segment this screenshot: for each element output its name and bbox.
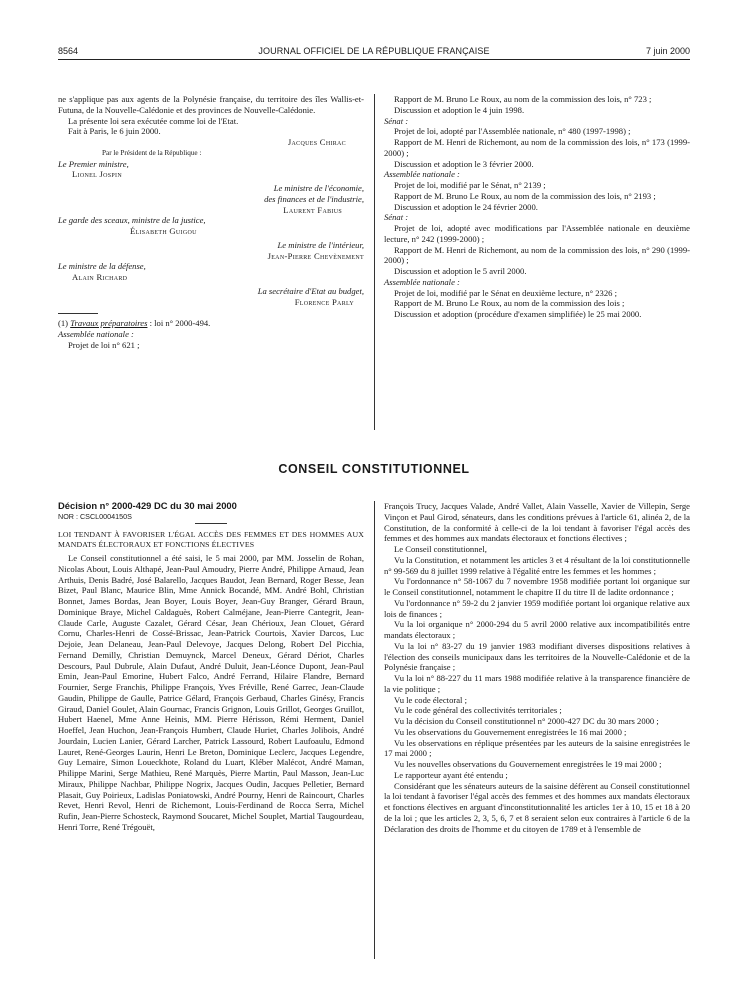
- history-item: Discussion et adoption le 3 février 2000.: [394, 158, 534, 169]
- visa-item: Vu l'ordonnance n° 58-1067 du 7 novembre 1958 modifiée portant loi organique sur le Conseil constitutionnel, notamment le chapitre II du titre II de ladite ordonnance ;: [384, 576, 690, 597]
- history-item: Projet de loi, adopté avec modifications par l'Assemblée nationale en deuxième lecture, n° 242 (1999-2000) ;: [384, 223, 690, 244]
- visa-item: Vu la loi n° 83-27 du 19 janvier 1983 modifiant diverses dispositions relatives à l'élection des conseils municipaux dans les territoires de la Nouvelle-Calédonie et de la Polynésie française ;: [384, 640, 690, 673]
- chamber-label: Sénat :: [384, 115, 409, 126]
- header-rule: [58, 59, 690, 60]
- footnote-text: : loi n° 2000-494.: [147, 318, 211, 329]
- history-item: Rapport de M. Henri de Richemont, au nom de la commission des lois, n° 173 (1999-2000) ;: [384, 137, 690, 158]
- footnote-link: Travaux préparatoires: [70, 318, 148, 329]
- president-signature: Jacques Chirac: [287, 137, 346, 147]
- nor-reference: NOR : CSCL0004150S: [58, 511, 132, 521]
- visas-column: [384, 501, 690, 834]
- visa-item: Vu la loi organique n° 2000-294 du 5 avril 2000 relative aux incompatibilités entre mandats électoraux ;: [384, 619, 690, 640]
- visa-item: Vu les observations en réplique présentées par les auteurs de la saisine enregistrées le 17 mai 2000 ;: [384, 737, 690, 759]
- top-right-column: [384, 94, 690, 320]
- budget-secretary-title: La secrétaire d'Etat au budget,: [257, 285, 364, 296]
- defense-minister-name: Alain Richard: [72, 272, 128, 282]
- visa-item: Vu la Constitution, et notamment les articles 3 et 4 résultant de la loi constitutionnelle n° 99-569 du 8 juillet 1999 relative à l'égalité entre les femmes et les hommes ;: [384, 554, 690, 576]
- history-item: Discussion et adoption le 5 avril 2000.: [394, 266, 527, 276]
- interior-minister-name: Jean-Pierre Chevènement: [267, 250, 364, 261]
- history-item: Projet de loi, modifié par le Sénat, n° 2139 ;: [394, 180, 546, 190]
- top-left-column: [58, 94, 364, 351]
- economy-minister-title-2: des finances et de l'industrie,: [264, 193, 364, 204]
- economy-minister-title-1: Le ministre de l'économie,: [273, 183, 364, 193]
- council-heading: Le Conseil constitutionnel,: [394, 544, 487, 554]
- history-item: Discussion et adoption (procédure d'examen simplifiée) le 25 mai 2000.: [394, 309, 642, 319]
- projet-loi-item: Projet de loi n° 621 ;: [68, 339, 140, 350]
- decision-column: [58, 501, 364, 833]
- execution-clause: La présente loi sera exécutée comme loi de l'Etat.: [68, 115, 239, 126]
- footnote-rule: [58, 313, 98, 314]
- visa-item: Vu l'ordonnance n° 59-2 du 2 janvier 1959 modifiée portant loi organique relative aux lois de finances ;: [384, 597, 690, 619]
- issue-date: 7 juin 2000: [645, 46, 690, 56]
- chamber-label: Assemblée nationale :: [384, 169, 460, 180]
- budget-secretary-name: Florence Parly: [294, 296, 354, 307]
- chamber-label: Assemblée nationale :: [384, 276, 460, 287]
- law-closing-paragraph: ne s'applique pas aux agents de la Polynésie française, du territoire des îles Wallis-et-Futuna, de la Nouvelle-Calédonie et des provinces de Nouvelle-Calédonie.: [58, 94, 364, 115]
- bottom-column-divider: [374, 501, 375, 959]
- section-title: CONSEIL CONSTITUTIONNEL: [278, 462, 470, 476]
- considerant-paragraph: Considérant que les sénateurs auteurs de la saisine défèrent au Conseil constitutionnel la loi tendant à favoriser l'égal accès des femmes et des hommes aux mandats électoraux et fonctions électives en arguant d'inconstitutionnalité les articles 1er à 10, 15 et 18 à 20 de la loi ; que les articles 2, 3, 5, 6, 7 et 8 seraient selon eux contraires à l'article 6 de la Déclaration des droits de l'homme et du citoyen de 1789 et à l'ensemble de: [384, 780, 690, 834]
- history-item: Discussion et adoption le 24 février 2000.: [394, 201, 538, 212]
- rapporteur-line: Le rapporteur ayant été entendu ;: [394, 769, 508, 780]
- history-item: Projet de loi, adopté par l'Assemblée nationale, n° 480 (1997-1998) ;: [394, 126, 631, 137]
- journal-title: JOURNAL OFFICIEL DE LA RÉPUBLIQUE FRANÇAISE: [258, 46, 490, 56]
- history-item: Rapport de M. Bruno Le Roux, au nom de la commission des lois ;: [394, 298, 625, 309]
- prime-minister-title: Le Premier ministre,: [58, 158, 129, 169]
- visa-item: Vu les observations du Gouvernement enregistrées le 16 mai 2000 ;: [394, 726, 627, 737]
- history-item: Rapport de M. Bruno Le Roux, au nom de la commission des lois, n° 723 ;: [394, 94, 652, 104]
- footnote-number: (1): [58, 318, 69, 329]
- history-item: Rapport de M. Henri de Richemont, au nom de la commission des lois, n° 290 (1999-2000) ;: [384, 244, 690, 266]
- justice-minister-title: Le garde des sceaux, ministre de la justice,: [58, 215, 206, 226]
- top-column-divider: [374, 94, 375, 430]
- chamber-label: Sénat :: [384, 212, 409, 223]
- interior-minister-title: Le ministre de l'intérieur,: [277, 239, 364, 250]
- decision-title: Décision n° 2000-429 DC du 30 mai 2000: [58, 500, 237, 511]
- defense-minister-title: Le ministre de la défense,: [58, 261, 146, 272]
- economy-minister-name: Laurent Fabius: [283, 204, 342, 215]
- by-president-label: Par le Président de la République :: [102, 148, 202, 157]
- history-item: Rapport de M. Bruno Le Roux, au nom de la commission des lois, n° 2193 ;: [394, 190, 656, 201]
- visa-item: Vu les nouvelles observations du Gouvernement enregistrées le 19 mai 2000 ;: [394, 759, 662, 769]
- page-number: 8564: [58, 46, 79, 56]
- footnote: [58, 318, 364, 329]
- prime-minister-name: Lionel Jospin: [72, 169, 122, 180]
- saisine-paragraph: François Trucy, Jacques Valade, André Vallet, Alain Vasselle, Xavier de Villepin, Serge Vinçon et Paul Girod, sénateurs, dans les conditions prévues à l'article 61, alinéa 2, de la Constitution, de la conformité à celle-ci de la loi tendant à favoriser l'égal accès des femmes et des hommes aux mandats électoraux et fonctions électives ;: [384, 501, 690, 544]
- visa-item: Vu la loi n° 88-227 du 11 mars 1988 modifiée relative à la transparence financière de la vie politique ;: [384, 673, 690, 694]
- assemblee-label: Assemblée nationale :: [58, 329, 134, 339]
- history-item: Projet de loi, modifié par le Sénat en deuxième lecture, n° 2326 ;: [394, 287, 617, 298]
- visa-item: Vu la décision du Conseil constitutionnel n° 2000-427 DC du 30 mars 2000 ;: [394, 716, 659, 726]
- visa-item: Vu le code général des collectivités territoriales ;: [394, 705, 562, 716]
- title-rule: [195, 523, 227, 524]
- signing-place-date: Fait à Paris, le 6 juin 2000.: [68, 126, 161, 137]
- justice-minister-name: Élisabeth Guigou: [130, 226, 197, 236]
- running-header: [58, 46, 690, 62]
- law-title: LOI TENDANT À FAVORISER L'ÉGAL ACCÈS DES FEMMES ET DES HOMMES AUX MANDATS ÉLECTORAUX ET FONCTIONS ÉLECTIVES: [58, 529, 364, 550]
- decision-body: Le Conseil constitutionnel a été saisi, le 5 mai 2000, par MM. Josselin de Rohan, Nicolas About, Louis Althapé, Jean-Paul Amoudry, Pierre André, Philippe Arnaud, Jean Arthuis, Denis Badré, José Balarello, Jacques Baudot, Jean Bernard, Roger Besse, Jean Bizet, Paul Blanc, Maurice Blin, Mme Annick Bocandé, MM. André Bohl, Christian Bonnet, James Bordas, Jean Boyer, Louis Boyer, Jean-Guy Branger, Gérard Braun, Dominique Braye, Michel Caldaguès, Robert Calméjane, Jean-Pierre Cantegrit, Jean-Claude Carle, Auguste Cazalet, Gérard César, Jean Chérioux, Jean Clouet, Gérard Cornu, Charles-Henri de Cossé-Brissac, Jean-Patrick Courtois, Xavier Darcos, Luc Dejoie, Jean Delaneau, Jean-Paul Delevoye, Jacques Delong, Robert Del Picchia, Fernand Demilly, Christian Demuynck, Marcel Deneux, Gérard Dériot, Charles Descours, Paul Dubrule, Alain Dufaut, André Duluit, Jean-Léonce Dupont, Jean-Paul Emin, Jean-Paul Emorine, Hubert Falco, André Ferrand, Hilaire Flandre, Bernard Fournier, Serge Franchis, Philippe François, Yves Fréville, René Garrec, Jean-Claude Gaudin, Philippe de Gaulle, Patrice Gélard, François Gerbaud, Charles Ginésy, Francis Giraud, Daniel Goulet, Alain Gournac, Francis Grignon, Louis Grillot, Georges Gruillot, Hubert Haenel, Mme Anne Heinis, MM. Pierre Hérisson, Rémi Herment, Daniel Hoeffel, Jean Huchon, Jean-François Humbert, Claude Huriet, Charles Jolibois, André Jourdain, Lucien Lanier, Gérard Larcher, Patrick Lassourd, Robert Laufoaulu, Edmond Lauret, René-Georges Laurin, Henri Le Breton, Dominique Leclerc, Jacques Legendre, Guy Lemaire, Simon Loueckhote, Roland du Luart, Kléber Malécot, André Maman, Philippe Marini, Serge Mathieu, René Marquès, Pierre Martin, Paul Masson, Jean-Luc Miraux, Philippe Nachbar, Philippe Nogrix, Jacques Oudin, Jacques Pelletier, Bernard Plasait, Guy Poirieux, Ladislas Poniatowski, André Pourny, Henri de Raincourt, Charles Revet, Henri Revol, Henri de Richemont, Louis-Ferdinand de Rocca Serra, Michel Rufin, Jean-Pierre Schosteck, Raymond Soucaret, Michel Souplet, Martial Taugourdeau, Henri Torre, René Trégouët,: [58, 553, 364, 832]
- visa-item: Vu le code électoral ;: [394, 694, 467, 705]
- history-item: Discussion et adoption le 4 juin 1998.: [394, 104, 525, 115]
